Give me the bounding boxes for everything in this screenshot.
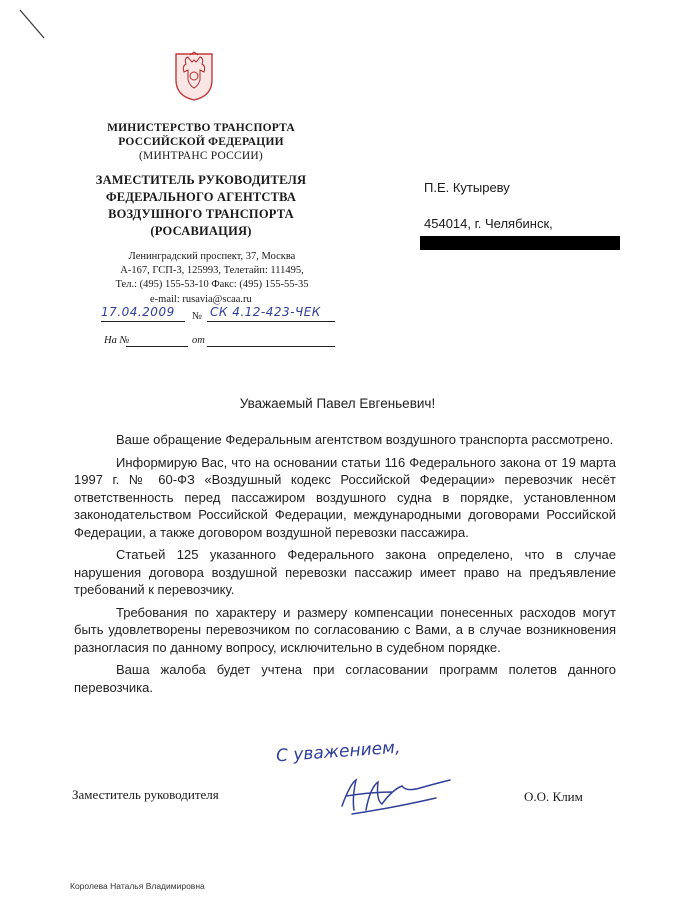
letter-body (74, 431, 616, 701)
ministry-short: (МИНТРАНС РОССИИ) (139, 150, 263, 162)
paragraph: Ваше обращение Федеральным агентством воздушного транспорта рассмотрено. (116, 432, 614, 447)
position-line: ЗАМЕСТИТЕЛЬ РУКОВОДИТЕЛЯ (95, 173, 307, 187)
paragraph: Требования по характеру и размеру компенсации понесенных расходов могут быть удовлетворены перевозчиком по согласованию с Вами, а в случае возникновения разногласия по данному вопросу, исключительно в судебном порядке. (74, 604, 616, 655)
signature-mark (332, 770, 462, 818)
agency-line-1: ФЕДЕРАЛЬНОГО АГЕНТСТВА (105, 190, 297, 204)
agency-header (88, 172, 314, 240)
signer-name: О.О. Клим (524, 789, 583, 804)
address-block (88, 250, 336, 292)
reference-from: от (192, 335, 205, 346)
reference-underline (126, 346, 188, 347)
recipient-address: 454014, г. Челябинск, (424, 216, 553, 231)
signer-title: Заместитель руководителя (72, 787, 219, 802)
reference-label: На № (104, 335, 130, 346)
ministry-header (88, 121, 314, 163)
number-underline (207, 321, 335, 322)
agency-line-2: ВОЗДУШНОГО ТРАНСПОРТА (108, 207, 294, 221)
address-line-3: Тел.: (495) 155-53-10 Факс: (495) 155-55-35 (115, 279, 309, 290)
ministry-line-1: МИНИСТЕРСТВО ТРАНСПОРТА (107, 122, 295, 134)
coat-of-arms-emblem (172, 50, 216, 102)
email-line: e-mail: rusavia@scaa.ru (150, 294, 252, 305)
date-underline (101, 321, 185, 322)
paragraph: Информирую Вас, что на основании статьи 116 Федерального закона от 19 марта 1997 г. № 60-ФЗ «Воздушный кодекс Российской Федерации» перевозчик несёт ответственность перед пассажиром воздушного судна в порядке, установленном законодательством Российской Федерации, международными договорами Российской Федерации, а также договором воздушной перевозки пассажира. (74, 454, 616, 540)
scan-mark (18, 8, 48, 40)
paragraph: Ваша жалоба будет учтена при согласовании программ полетов данного перевозчика. (74, 662, 616, 695)
reg-number-sign: № (192, 311, 203, 322)
recipient-name: П.Е. Кутыреву (424, 180, 510, 195)
registration-number: СК 4.12-423-ЧЕК (210, 305, 321, 319)
handwritten-regards: С уважением, (275, 737, 401, 767)
ministry-line-2: РОССИЙСКОЙ ФЕДЕРАЦИИ (118, 136, 284, 148)
reference-from-underline (207, 346, 335, 347)
registration-date: 17.04.2009 (101, 305, 175, 319)
agency-short: (РОСАВИАЦИЯ) (150, 224, 252, 238)
address-line-1: Ленинградский проспект, 37, Москва (128, 251, 296, 262)
salutation: Уважаемый Павел Евгеньевич! (239, 396, 436, 411)
executor-name: Королева Наталья Владимировна (70, 881, 205, 891)
redaction-bar (420, 236, 620, 250)
paragraph: Статьей 125 указанного Федерального закона определено, что в случае нарушения договора воздушной перевозки пассажир имеет право на предъявление требований к перевозчику. (74, 547, 616, 597)
address-line-2: А-167, ГСП-3, 125993, Телетайп: 111495, (120, 265, 304, 276)
